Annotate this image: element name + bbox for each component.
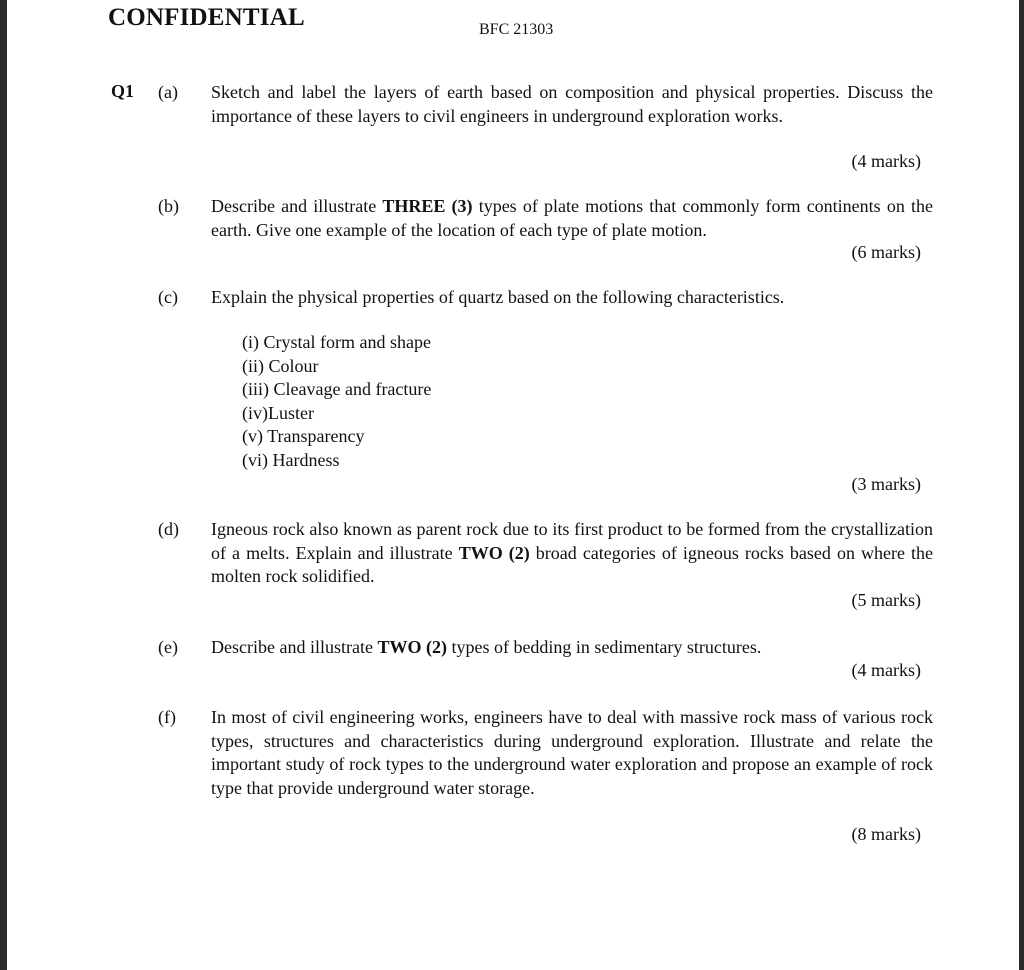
part-e-text-1: Describe and illustrate <box>211 637 378 657</box>
part-b-text-1: Describe and illustrate <box>211 196 383 216</box>
list-item: (vi) Hardness <box>242 449 340 470</box>
part-b-label: (b) <box>158 196 179 216</box>
part-b-bold: THREE (3) <box>382 196 473 216</box>
part-b-text-2: types of plate motions that commonly form continents on the earth. Give one example of the location of each type of plate motion. <box>211 196 933 240</box>
part-f-marks: (8 marks) <box>851 824 921 844</box>
part-a-text: Sketch and label the layers of earth based on composition and physical properties. Discuss the importance of these layers to civil engineers in underground exploration works. <box>211 82 933 126</box>
part-a-marks: (4 marks) <box>851 151 921 171</box>
part-e-marks: (4 marks) <box>851 660 921 680</box>
part-d-text-1: Igneous rock also known as parent rock due to its first product to be formed from the crystallization of a melts. Explain and illustrate <box>211 519 933 563</box>
list-item: (ii) Colour <box>242 355 319 376</box>
part-b-marks: (6 marks) <box>851 242 921 262</box>
part-f-label: (f) <box>158 707 176 727</box>
part-e-text-2: types of bedding in sedimentary structures. <box>446 637 762 657</box>
part-d-label: (d) <box>158 519 179 539</box>
question-number: Q1 <box>111 81 135 101</box>
part-c-marks: (3 marks) <box>851 474 921 494</box>
part-d-text <box>211 518 933 589</box>
part-d-marks: (5 marks) <box>851 590 921 610</box>
part-e-bold: TWO (2) <box>377 637 447 657</box>
part-c-list <box>242 331 431 472</box>
part-e-label: (e) <box>158 637 178 657</box>
part-d-text-2: broad categories of igneous rocks based on where the molten rock solidified. <box>211 542 933 586</box>
course-code: BFC 21303 <box>479 21 554 38</box>
part-c-label: (c) <box>158 287 178 307</box>
exam-page <box>7 0 1019 970</box>
page-edge-right <box>1019 0 1024 970</box>
part-d-bold: TWO (2) <box>458 542 530 563</box>
list-item: (iv)Luster <box>242 402 314 423</box>
part-e-text <box>211 636 933 660</box>
list-item: (v) Transparency <box>242 426 365 446</box>
part-b-text <box>211 195 933 242</box>
list-item: (iii) Cleavage and fracture <box>242 379 432 399</box>
part-f-text: In most of civil engineering works, engineers have to deal with massive rock mass of various rock types, structures and characteristics during underground exploration. Illustrate and relate the important study of rock types to the underground water exploration and propose an example of rock type that provide underground water storage. <box>211 707 933 798</box>
part-a-label: (a) <box>158 82 178 102</box>
part-c-text: Explain the physical properties of quartz based on the following characteristics. <box>211 287 785 307</box>
list-item: (i) Crystal form and shape <box>242 332 431 352</box>
page-edge-left <box>0 0 7 970</box>
confidential-heading: CONFIDENTIAL <box>108 4 305 31</box>
